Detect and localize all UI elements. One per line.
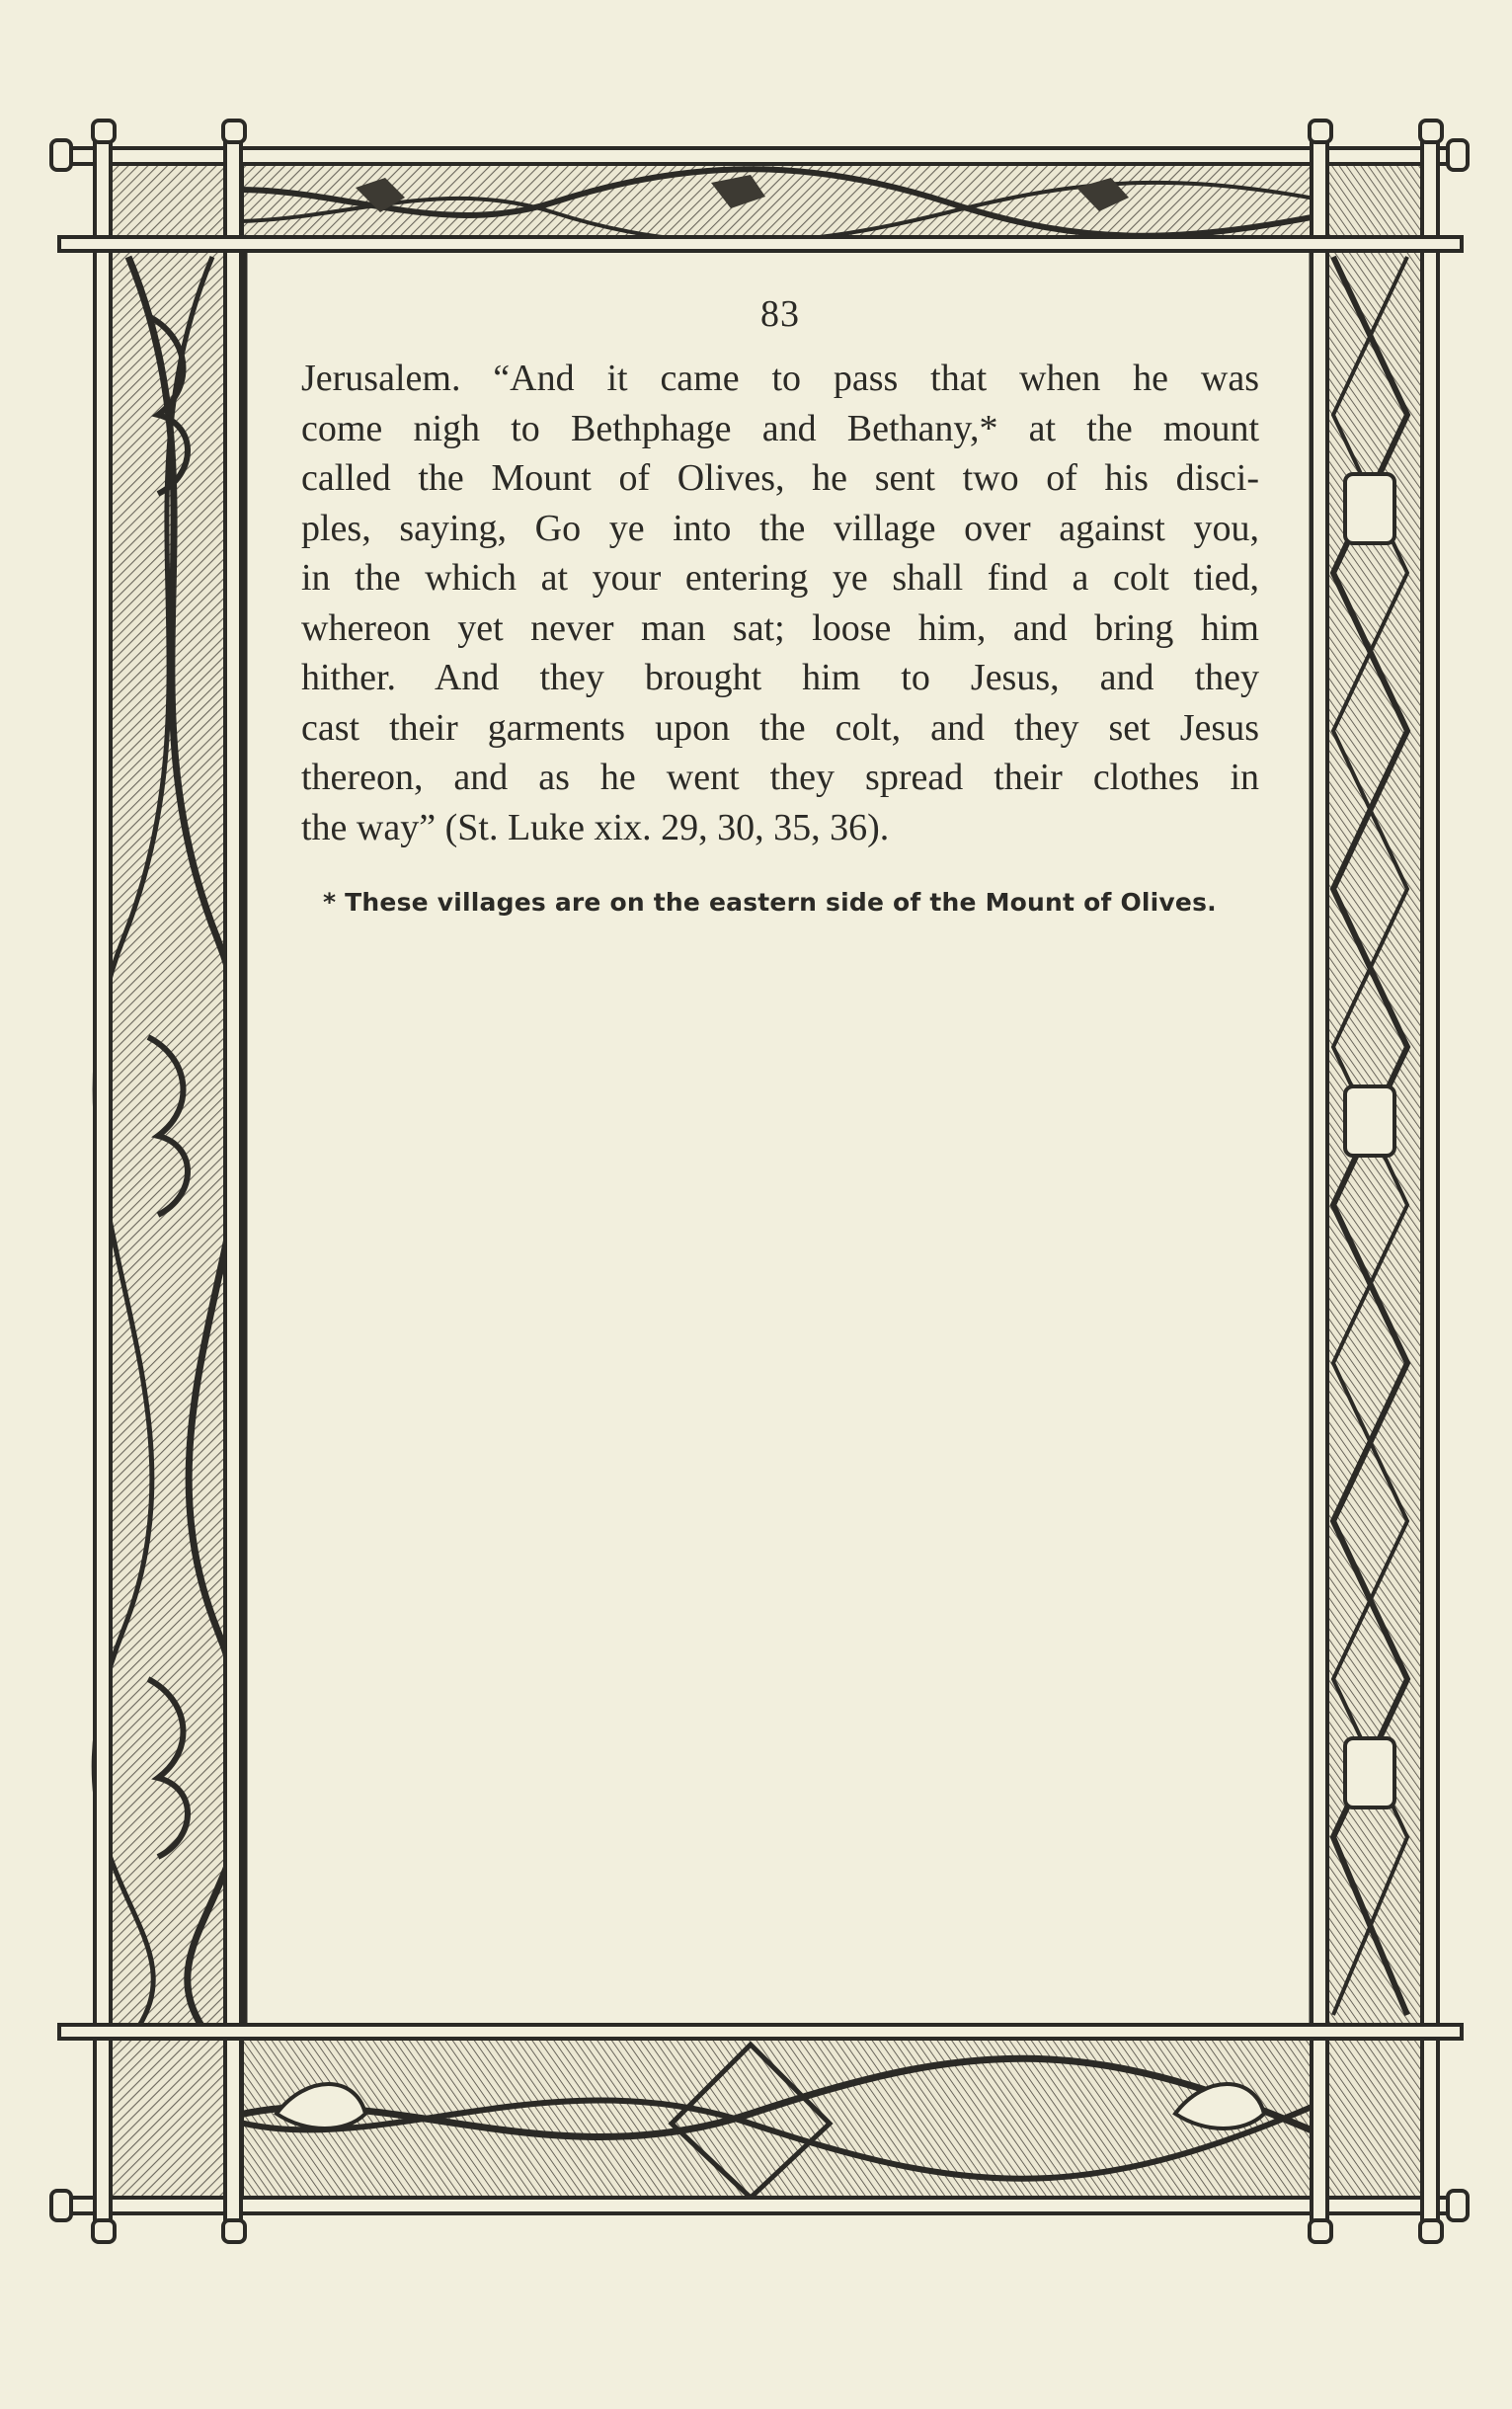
body-line: ples, saying, Go ye into the village over against you, xyxy=(301,507,1259,549)
body-line: come nigh to Bethphage and Bethany,* at the mount xyxy=(301,407,1259,449)
body-paragraph xyxy=(301,354,1259,852)
border-top xyxy=(99,158,1427,247)
border-right xyxy=(1313,158,1427,2203)
body-line: Jerusalem. “And it came to pass that when he was xyxy=(301,358,1259,399)
body-line: thereon, and as he went they spread their clothes in xyxy=(301,757,1259,798)
body-line: in the which at your entering ye shall find a colt tied, xyxy=(301,557,1259,599)
page-number: 83 xyxy=(760,293,800,335)
body-line: called the Mount of Olives, he sent two of his disci- xyxy=(301,457,1259,499)
body-line: cast their garments upon the colt, and they set Jesus xyxy=(301,706,1259,749)
border-bottom xyxy=(99,2030,1427,2203)
text-content xyxy=(301,277,1259,917)
body-line: the way” (St. Luke xix. 29, 30, 35, 36). xyxy=(301,806,890,848)
body-line: hither. And they brought him to Jesus, and they xyxy=(301,657,1259,698)
footnote: * These villages are on the eastern side of the Mount of Olives. xyxy=(323,888,1217,917)
body-line: whereon yet never man sat; loose him, and bring him xyxy=(301,606,1259,649)
